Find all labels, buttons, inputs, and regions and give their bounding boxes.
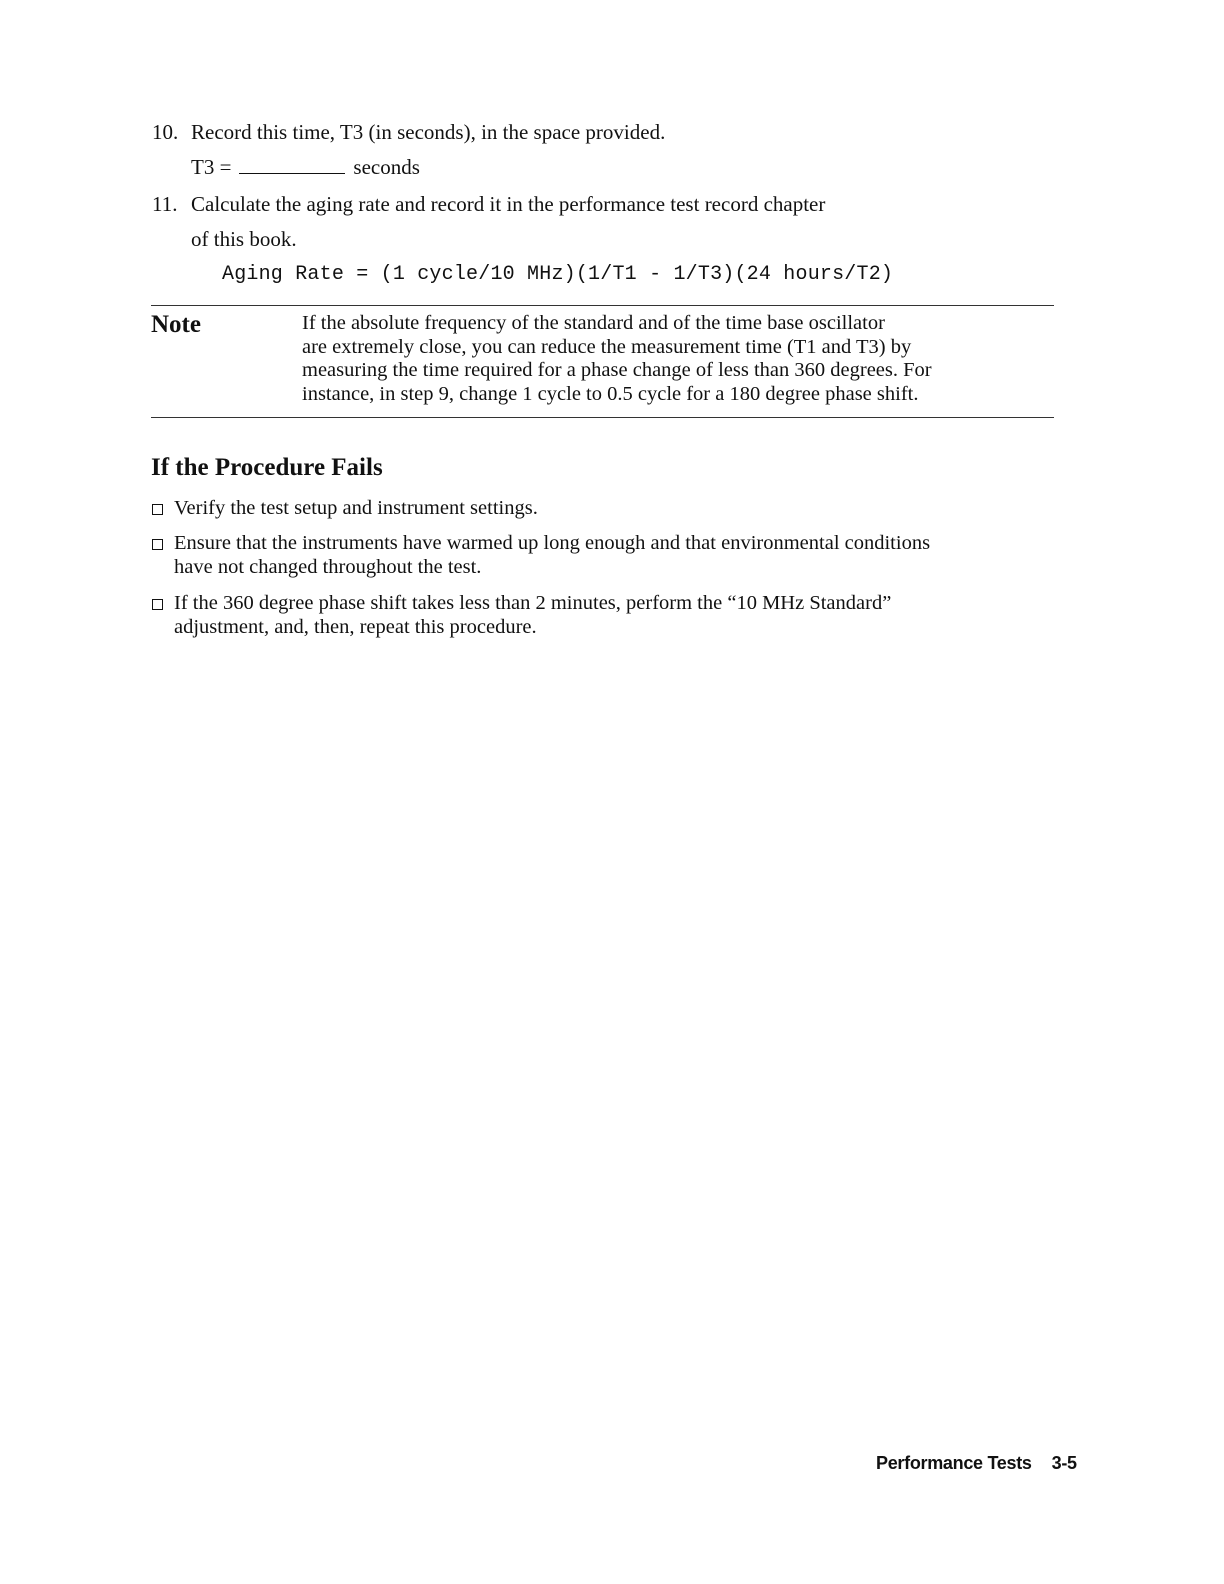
note-line: instance, in step 9, change 1 cycle to 0.5 cycle for a 180 degree phase shift. [302, 383, 919, 406]
checkbox-icon[interactable] [152, 599, 163, 610]
note-label: Note [151, 311, 201, 338]
checkbox-icon[interactable] [152, 504, 163, 515]
record-label: T3 = [191, 155, 232, 179]
footer-section-title: Performance Tests [876, 1453, 1032, 1473]
step-text: Calculate the aging rate and record it in the performance test record chapter [191, 192, 826, 216]
checklist-line: If the 360 degree phase shift takes less than 2 minutes, perform the “10 MHz Standard” [174, 592, 892, 614]
page-footer [876, 1451, 1077, 1475]
checkbox-icon[interactable] [152, 539, 163, 550]
note-body [302, 312, 1042, 407]
page-number: 3-5 [1051, 1453, 1077, 1473]
note-line: measuring the time required for a phase change of less than 360 degrees. For [302, 359, 932, 382]
step-10 [152, 119, 665, 145]
t3-record-line [191, 154, 420, 180]
checklist-line: Ensure that the instruments have warmed up long enough and that environmental conditions [174, 532, 931, 554]
note-bottom-rule [151, 417, 1054, 418]
note-line: If the absolute frequency of the standard and of the time base oscillator [302, 312, 885, 334]
step-number: 10. [152, 120, 179, 144]
checklist-line: Verify the test setup and instrument settings. [174, 497, 538, 519]
aging-rate-formula: Aging Rate = (1 cycle/10 MHz)(1/T1 - 1/T3)(24 hours/T2) [222, 263, 894, 286]
checklist-text [174, 496, 1064, 520]
record-unit: seconds [353, 155, 420, 179]
step-text: Record this time, T3 (in seconds), in the space provided. [191, 120, 666, 144]
section-heading: If the Procedure Fails [151, 454, 383, 481]
note-top-rule [151, 305, 1054, 306]
checklist-text [174, 531, 1064, 579]
step-text-continued: of this book. [191, 227, 297, 251]
note-line: are extremely close, you can reduce the measurement time (T1 and T3) by [302, 335, 912, 358]
step-number: 11. [152, 192, 178, 216]
checklist-line: have not changed throughout the test. [174, 556, 482, 578]
checklist-line: adjustment, and, then, repeat this procedure. [174, 616, 537, 638]
step-11 [152, 191, 825, 217]
checklist-text [174, 591, 1064, 639]
record-blank-line[interactable] [239, 155, 345, 174]
